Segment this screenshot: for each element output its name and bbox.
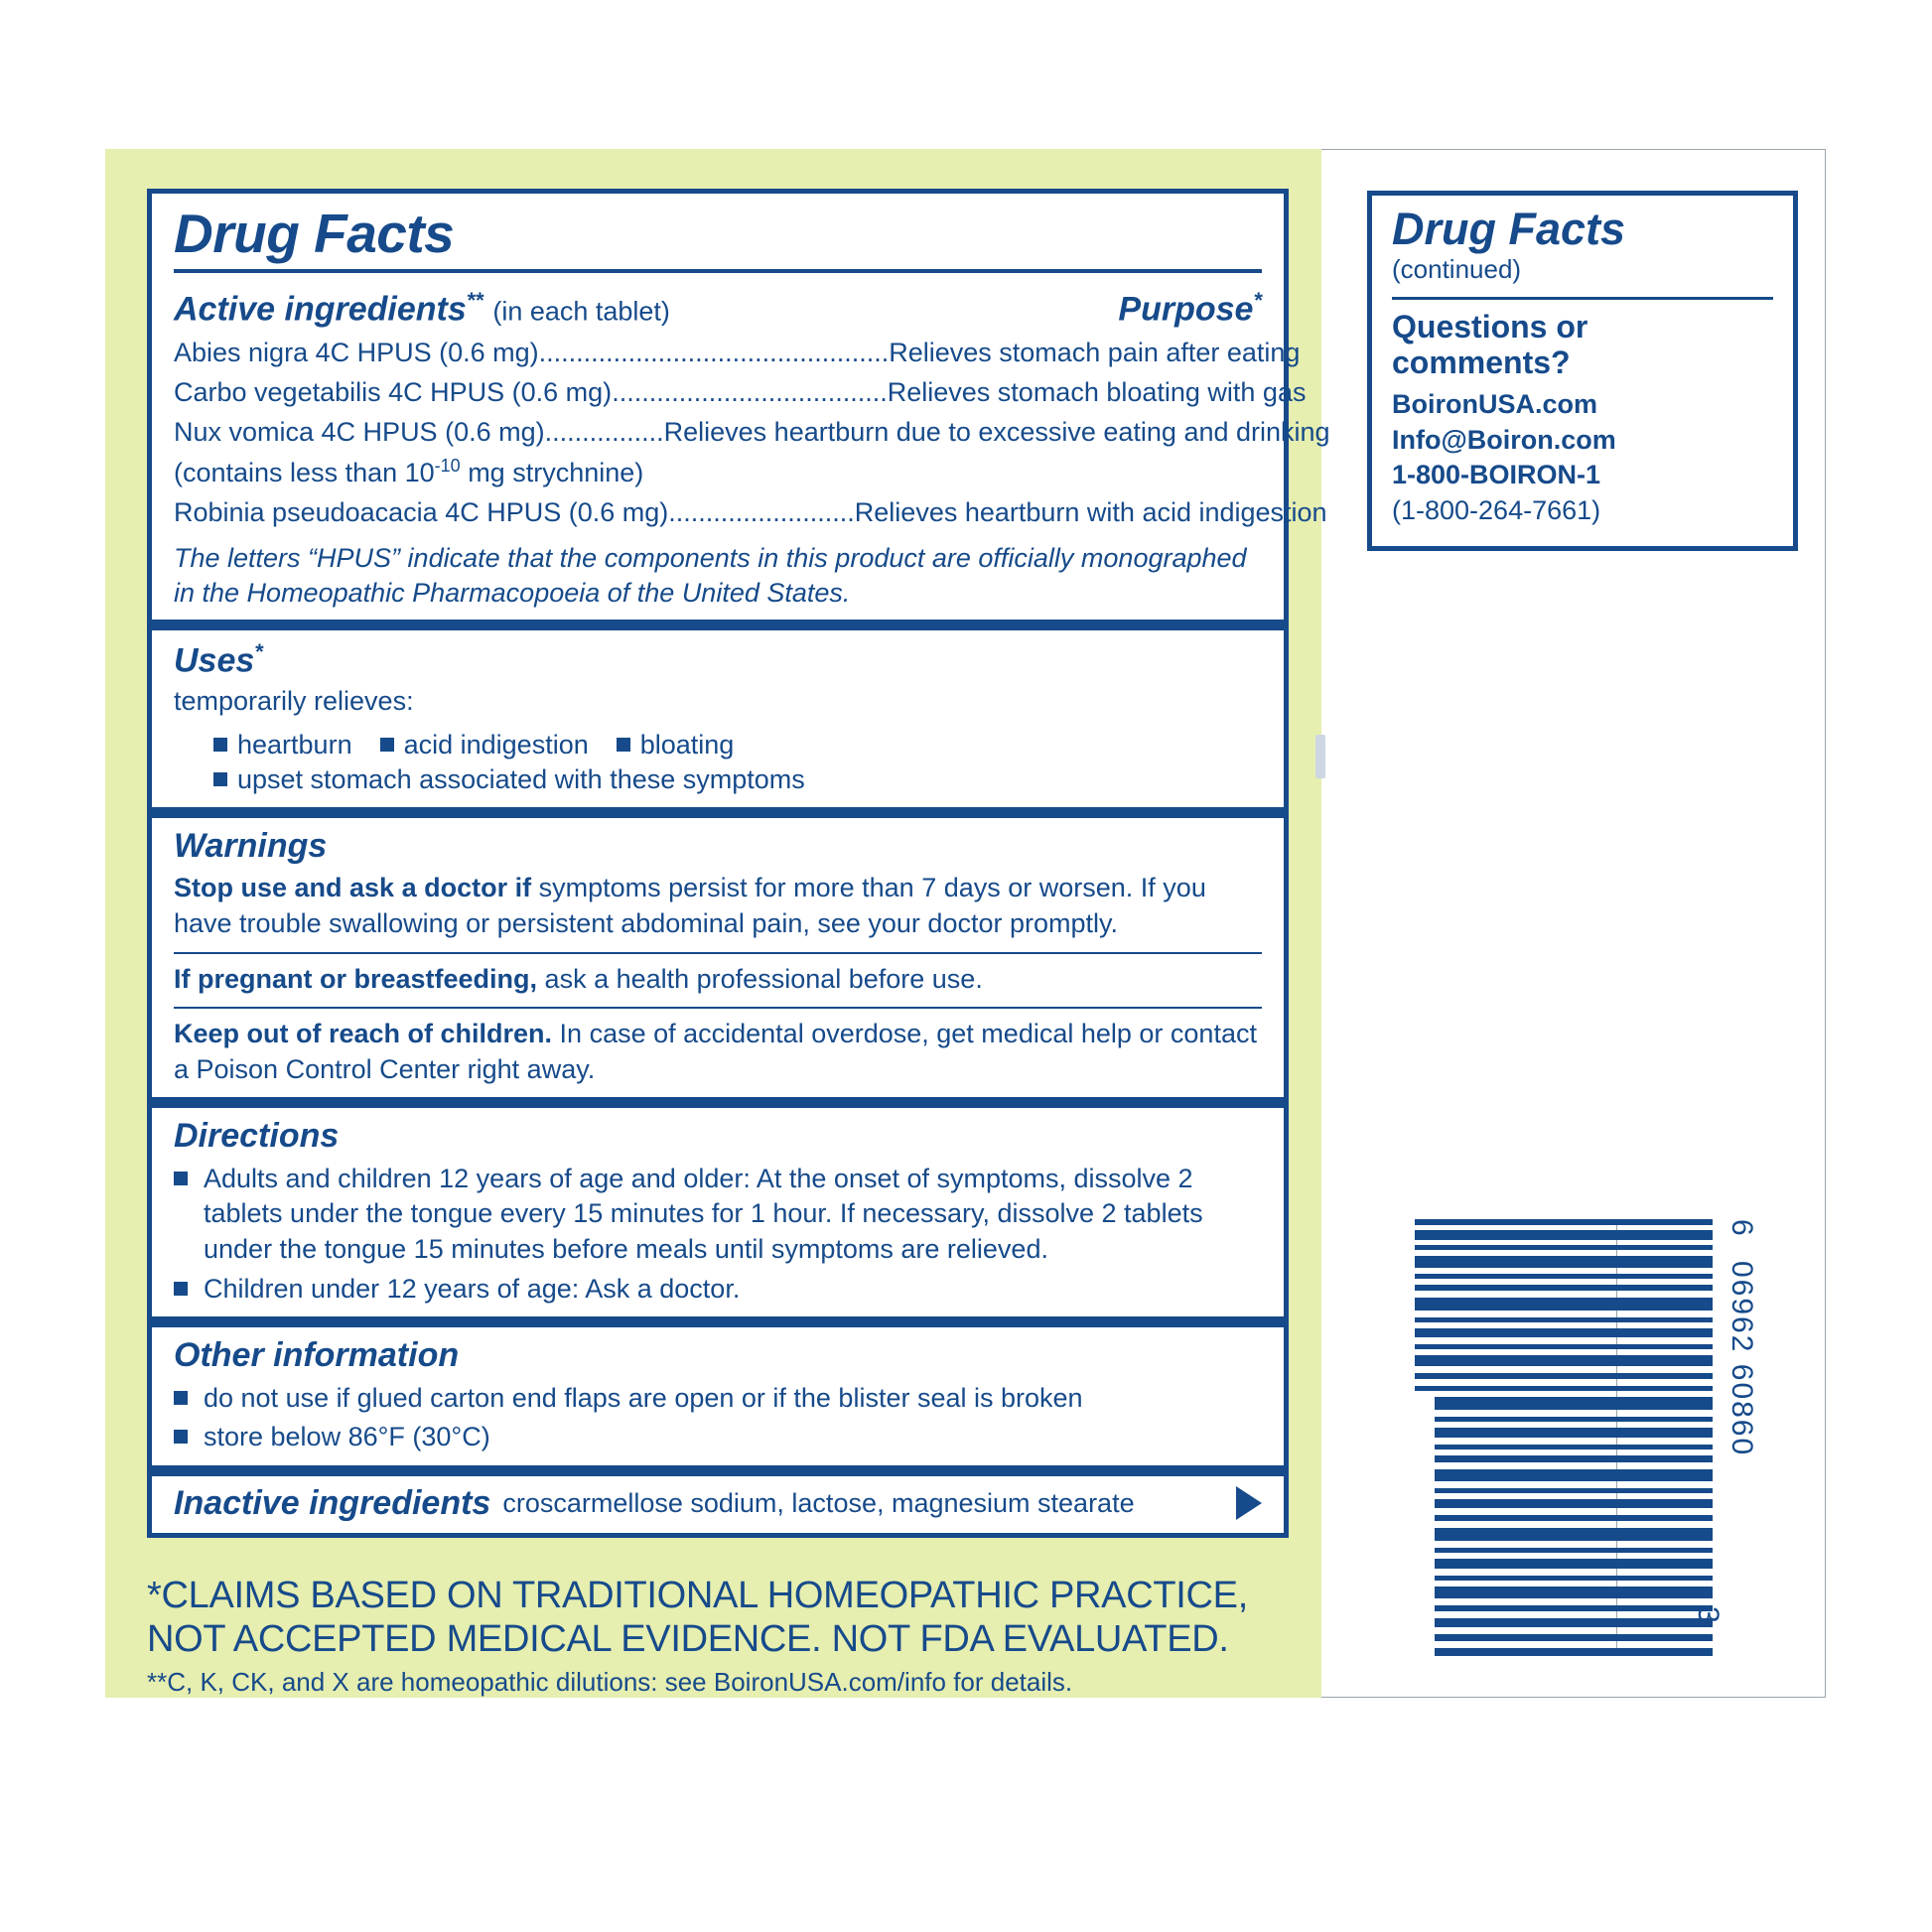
other-information-heading: Other information	[174, 1336, 460, 1375]
ingredient-name: Robinia pseudoacacia 4C HPUS (0.6 mg)	[174, 497, 669, 528]
directions-section	[152, 1118, 1284, 1307]
purpose-sup: *	[1253, 287, 1262, 313]
active-ingredients-sup: **	[466, 287, 483, 313]
warning-divider	[174, 1007, 1262, 1009]
directions-list	[174, 1162, 1262, 1308]
warning-item	[174, 871, 1262, 941]
continued-rule	[1392, 297, 1773, 300]
claims-line-1: *CLAIMS BASED ON TRADITIONAL HOMEOPATHIC PRACTICE,	[147, 1575, 1248, 1616]
continued-title: Drug Facts	[1392, 204, 1626, 254]
ingredient-name: Carbo vegetabilis 4C HPUS (0.6 mg)	[174, 377, 613, 408]
upc-barcode	[1415, 1219, 1713, 1656]
phone-numeric: (1-800-264-7661)	[1392, 494, 1601, 525]
leader-dots: .........................	[668, 497, 855, 528]
other-information-list	[174, 1381, 1262, 1455]
warning-bold: Stop use and ask a doctor if	[174, 873, 532, 903]
questions-heading-line-2: comments?	[1392, 345, 1571, 381]
uses-item-label: heartburn	[237, 729, 352, 759]
active-ingredient-row	[174, 415, 1330, 451]
active-ingredient-row	[174, 495, 1327, 531]
bullet-square-icon	[213, 772, 227, 786]
warning-bold: Keep out of reach of children.	[174, 1019, 553, 1049]
inactive-ingredients-text: croscarmellose sodium, lactose, magnesium stearate	[502, 1487, 1135, 1518]
continued-subtitle: (continued)	[1392, 254, 1522, 285]
warning-item	[174, 962, 1262, 998]
barcode-digits	[1725, 1219, 1764, 1656]
drug-facts-header	[152, 203, 1284, 279]
uses-item	[213, 764, 805, 794]
warning-item	[174, 1017, 1262, 1087]
ingredient-purpose: Relieves heartburn due to excessive eating and drinking	[663, 417, 1330, 448]
section-divider	[152, 807, 1284, 818]
active-ingredients-heading	[174, 289, 670, 329]
strychnine-note-post: mg strychnine)	[460, 458, 644, 488]
uses-section	[152, 640, 1284, 797]
bullet-square-icon	[174, 1172, 188, 1185]
carton-tab-nub	[1315, 735, 1325, 778]
continue-arrow-icon	[1236, 1486, 1262, 1520]
questions-heading-line-1: Questions or	[1392, 309, 1588, 345]
ingredient-name: Nux vomica 4C HPUS (0.6 mg)	[174, 417, 545, 448]
title-rule	[174, 269, 1262, 273]
uses-item	[617, 730, 735, 759]
bullet-square-icon	[174, 1282, 188, 1296]
purpose-heading	[1118, 288, 1262, 329]
uses-list	[213, 728, 1262, 797]
other-information-section	[152, 1337, 1284, 1455]
directions-item	[174, 1272, 1262, 1308]
inactive-ingredients-heading: Inactive ingredients	[174, 1483, 491, 1522]
barcode-number: 06962 60860	[1725, 1261, 1758, 1457]
active-ingredient-row	[174, 375, 1307, 411]
active-ingredients-note: (in each tablet)	[492, 296, 670, 327]
uses-sup: *	[254, 639, 263, 665]
ingredient-purpose: Relieves heartburn with acid indigestion	[854, 497, 1327, 528]
drug-facts-continued-box	[1367, 191, 1798, 551]
uses-intro: temporarily relieves:	[174, 685, 414, 716]
directions-heading: Directions	[174, 1117, 340, 1156]
warnings-heading: Warnings	[174, 826, 328, 865]
section-divider	[152, 1097, 1284, 1108]
uses-item-label: upset stomach associated with these symptoms	[237, 763, 805, 794]
barcode-area	[1415, 1219, 1758, 1656]
uses-heading	[174, 640, 1262, 680]
bullet-square-icon	[380, 738, 394, 752]
claims-footer	[147, 1575, 1299, 1698]
warning-divider	[174, 952, 1262, 954]
uses-item	[380, 730, 589, 759]
strychnine-note-exponent: -10	[434, 456, 461, 477]
uses-item-label: bloating	[639, 729, 735, 759]
claims-line-2: NOT ACCEPTED MEDICAL EVIDENCE. NOT FDA EVALUATED.	[147, 1617, 1229, 1660]
phone-word[interactable]: 1-800-BOIRON-1	[1392, 460, 1601, 490]
active-ingredients-section	[152, 279, 1330, 610]
other-information-item	[174, 1381, 1262, 1417]
email-link[interactable]: Info@Boiron.com	[1392, 424, 1616, 455]
claims-footnote: **C, K, CK, and X are homeopathic dilutions: see BoironUSA.com/info for details.	[147, 1667, 1073, 1698]
uses-item	[213, 730, 352, 759]
questions-heading	[1392, 310, 1773, 381]
active-ingredients-label: Active ingredients	[174, 290, 467, 329]
hpus-note: The letters “HPUS” indicate that the components in this product are officially monographed in the Homeopathic Pharmacopoeia of the United States.	[174, 543, 1247, 608]
other-information-item-label: do not use if glued carton end flaps are open or if the blister seal is broken	[204, 1382, 1083, 1413]
directions-item-label: Children under 12 years of age: Ask a doctor.	[204, 1273, 741, 1304]
warning-text: In case of accidental overdose, get medical help or contact a Poison Control Center right away.	[174, 1019, 1257, 1084]
section-divider	[152, 1316, 1284, 1327]
strychnine-note-pre: (contains less than 10	[174, 458, 435, 488]
barcode-lead-digit-text: 3	[1692, 1606, 1725, 1623]
directions-item-label: Adults and children 12 years of age and older: At the onset of symptoms, dissolve 2 tablets under the tongue every 15 minutes for 1 hour. If necessary, dissolve 2 tablets under the tongue 15 minutes before meals until symptoms are relieved.	[204, 1163, 1203, 1265]
ingredient-name: Abies nigra 4C HPUS (0.6 mg)	[174, 338, 539, 368]
directions-item	[174, 1162, 1262, 1268]
strychnine-note	[174, 455, 1262, 491]
ingredient-purpose: Relieves stomach pain after eating	[889, 338, 1301, 368]
leader-dots: .....................................	[612, 377, 888, 408]
bullet-square-icon	[174, 1391, 188, 1405]
leader-dots: ...............................................	[538, 338, 890, 368]
other-information-item	[174, 1420, 1262, 1455]
warning-text: ask a health professional before use.	[537, 963, 983, 994]
drug-facts-title: Drug Facts	[174, 203, 455, 264]
warning-bold: If pregnant or breastfeeding,	[174, 963, 538, 994]
uses-item-label: acid indigestion	[403, 729, 589, 759]
section-divider	[152, 1465, 1284, 1476]
barcode-check-digit: 6	[1725, 1219, 1758, 1238]
purpose-label: Purpose	[1118, 290, 1254, 329]
ingredient-purpose: Relieves stomach bloating with gas	[887, 377, 1307, 408]
warnings-section	[152, 828, 1284, 1088]
other-information-item-label: store below 86°F (30°C)	[204, 1422, 490, 1452]
bullet-square-icon	[213, 738, 227, 752]
inactive-ingredients-section	[152, 1476, 1284, 1533]
website-link[interactable]: BoironUSA.com	[1392, 388, 1598, 419]
bullet-square-icon	[617, 738, 630, 752]
uses-label: Uses	[174, 641, 255, 680]
leader-dots: ................	[544, 417, 664, 448]
section-divider	[152, 620, 1284, 630]
warning-text: symptoms persist for more than 7 days or worsen. If you have trouble swallowing or persistent abdominal pain, see your doctor promptly.	[174, 873, 1206, 938]
active-ingredient-row	[174, 336, 1301, 371]
bullet-square-icon	[174, 1430, 188, 1444]
drug-facts-box	[147, 189, 1330, 1538]
